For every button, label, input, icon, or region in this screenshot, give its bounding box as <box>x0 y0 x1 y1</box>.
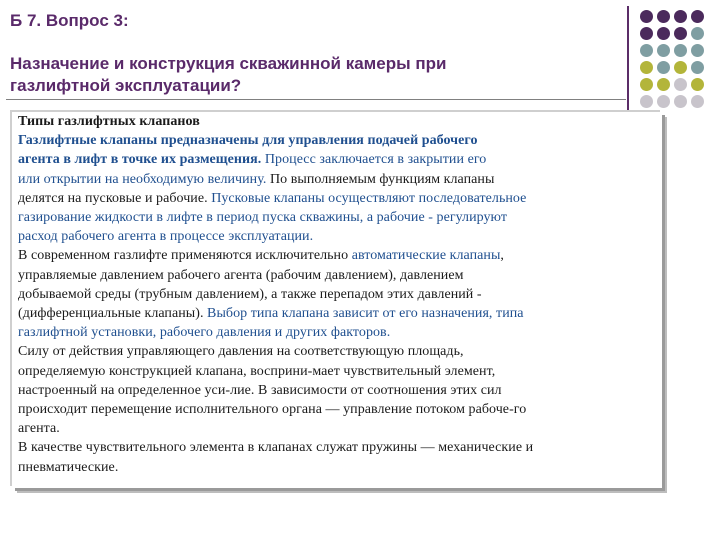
decorative-dot <box>640 10 653 23</box>
content-text <box>18 112 663 477</box>
text-line: В современном газлифте применяются исключительно автоматические клапаны, <box>18 248 504 264</box>
decorative-dot <box>674 10 687 23</box>
text-line: агента. <box>18 421 60 437</box>
subheading: Типы газлифтных клапанов <box>18 114 200 129</box>
text-line: газлифтной установки, рабочего давления и других факторов. <box>18 325 391 341</box>
decorative-dot <box>674 78 687 91</box>
text-line: газирование жидкости в лифте в период пуска скважины, а рабочие - регулируют <box>18 210 508 226</box>
text-line: (дифференциальные клапаны). Выбор типа клапана зависит от его назначения, типа <box>18 306 524 322</box>
text-line: настроенный на определенное уси-лие. В зависимости от соотношения этих сил <box>18 382 502 398</box>
decorative-dot <box>674 44 687 57</box>
decorative-dot <box>691 27 704 40</box>
text-line: определяемую конструкцией клапана, восприни-мает чувствительный элемент, <box>18 363 496 379</box>
text-line: агента в лифт в точке их размещения. Процесс заключается в закрытии его <box>18 152 487 168</box>
decorative-dot <box>657 61 670 74</box>
text-line: расход рабочего агента в процессе эксплуатации. <box>18 229 314 245</box>
decorative-dot <box>640 95 653 108</box>
text-line: делятся на пусковые и рабочие. Пусковые клапаны осуществляют последовательное <box>18 190 527 206</box>
question-number: Б 7. Вопрос 3: <box>10 11 129 30</box>
decorative-dot <box>674 27 687 40</box>
vertical-divider <box>627 6 629 128</box>
text-line: добываемой среды (трубным давлением), а также перепадом этих давлений - <box>18 286 482 302</box>
text-line: управляемые давлением рабочего агента (рабочим давлением), давлением <box>18 267 464 283</box>
decorative-dot <box>640 27 653 40</box>
decorative-dot <box>674 61 687 74</box>
text-line: происходит перемещение исполнительного органа — управление потоком рабоче-го <box>18 402 527 418</box>
decorative-dot <box>691 78 704 91</box>
decorative-dot <box>657 10 670 23</box>
text-line: или открытии на необходимую величину. По выполняемым функциям клапаны <box>18 171 495 187</box>
decorative-dot <box>657 27 670 40</box>
decorative-dot <box>691 44 704 57</box>
decorative-dot <box>657 95 670 108</box>
slide-title <box>10 10 600 97</box>
decorative-dot <box>657 44 670 57</box>
question-text-line-1: Назначение и конструкция скважинной камеры при <box>10 54 447 73</box>
decorative-dot <box>640 78 653 91</box>
text-line: Газлифтные клапаны предназначены для управления подачей рабочего <box>18 133 478 149</box>
horizontal-divider <box>6 99 626 100</box>
decorative-dot <box>657 78 670 91</box>
decorative-dot <box>640 44 653 57</box>
decorative-dot <box>640 61 653 74</box>
decorative-dot <box>691 61 704 74</box>
text-line: пневматические. <box>18 459 119 475</box>
decorative-dot <box>691 95 704 108</box>
decorative-dot <box>691 10 704 23</box>
text-line: В качестве чувствительного элемента в клапанах служат пружины — механические и <box>18 440 534 456</box>
decorative-dot <box>674 95 687 108</box>
question-text-line-2: газлифтной эксплуатации? <box>10 76 242 95</box>
text-line: Силу от действия управляющего давления на соответствующую площадь, <box>18 344 464 360</box>
